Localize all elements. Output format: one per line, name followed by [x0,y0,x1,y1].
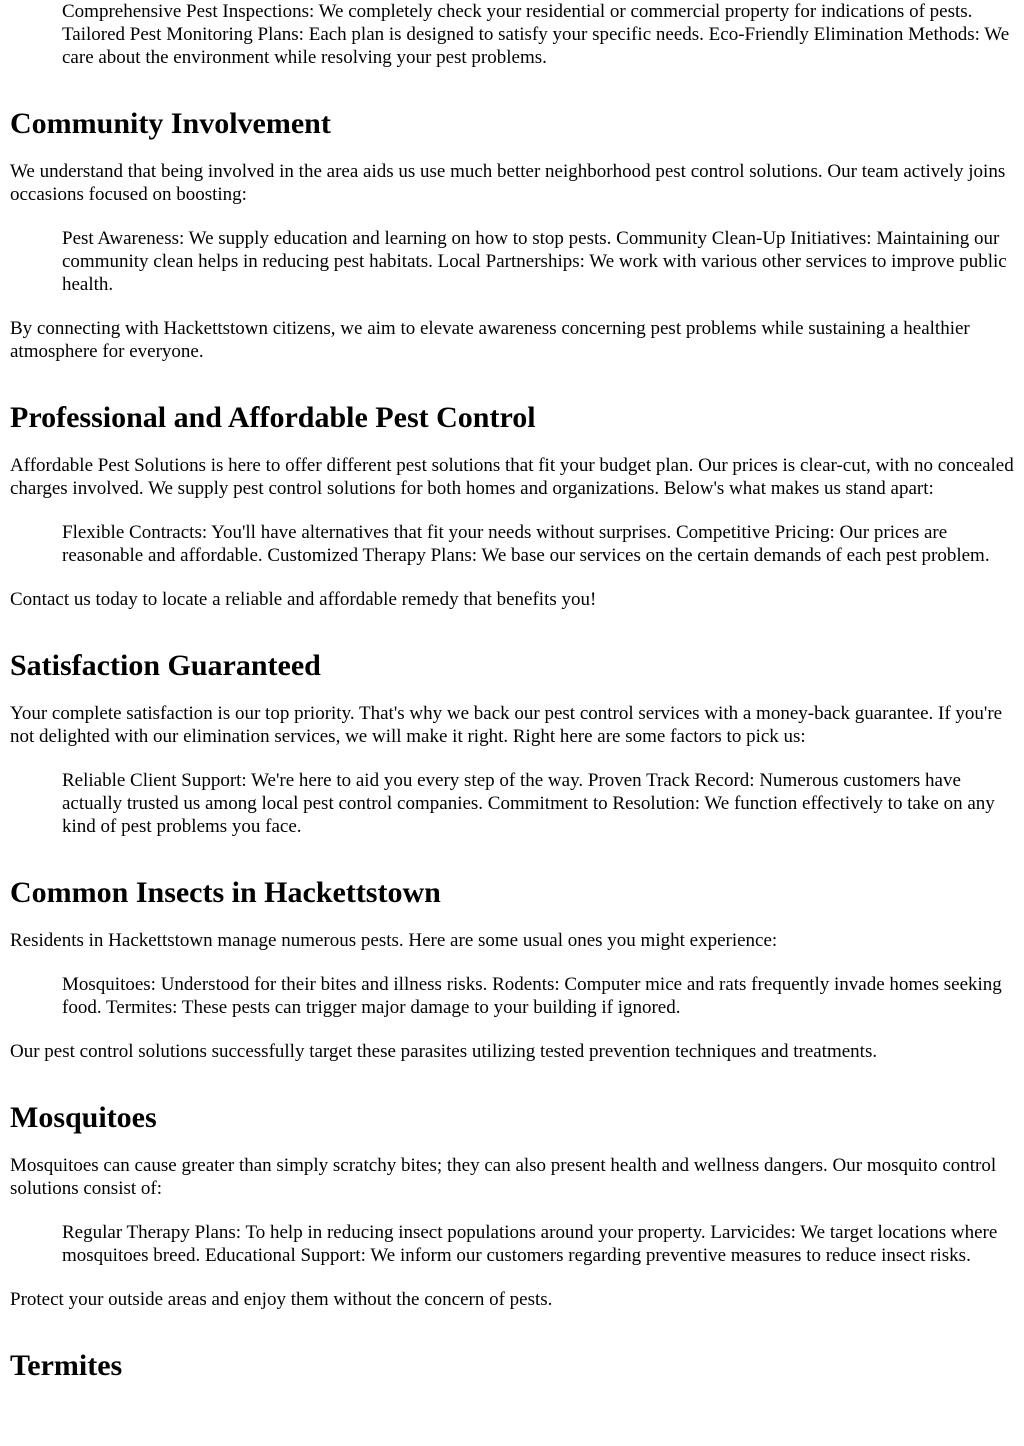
affordable-intro-paragraph: Affordable Pest Solutions is here to offer different pest solutions that fit your budget plan. Our prices is clear-cut, with no concealed charges involved. We supply pest control solutions for both homes and organizations. Below's what makes us stand apart: [10,455,1014,499]
intro-blockquote [62,0,1014,69]
heading-termites: Termites [10,1349,123,1382]
mosquitoes-intro-paragraph: Mosquitoes can cause greater than simply scratchy bites; they can also present health and wellness dangers. Our mosquito control solutions consist of: [10,1155,997,1199]
satisfaction-list-text: Reliable Client Support: We're here to aid you every step of the way. Proven Track Record: Numerous customers have actually trusted us among local pest control companies. Commitment to Resolution: We function effectively to take on any kind of pest problems you face. [62,770,995,837]
insects-list-text: Mosquitoes: Understood for their bites and illness risks. Rodents: Computer mice and rats frequently invade homes seeking food. Termites: These pests can trigger major damage to your building if ignored. [62,974,1002,1018]
affordable-list-text: Flexible Contracts: You'll have alternatives that fit your needs without surprises. Competitive Pricing: Our prices are reasonable and affordable. Customized Therapy Plans: We base our services on the certain demands of each pest problem. [62,522,990,566]
affordable-closing-paragraph: Contact us today to locate a reliable and affordable remedy that benefits you! [10,589,597,610]
heading-satisfaction-guaranteed: Satisfaction Guaranteed [10,649,321,682]
community-intro-paragraph: We understand that being involved in the area aids us use much better neighborhood pest control solutions. Our team actively joins occasions focused on boosting: [10,161,1006,205]
heading-community-involvement: Community Involvement [10,107,331,140]
community-closing-paragraph: By connecting with Hackettstown citizens, we aim to elevate awareness concerning pest problems while sustaining a healthier atmosphere for everyone. [10,318,970,362]
heading-mosquitoes: Mosquitoes [10,1101,157,1134]
heading-professional-affordable: Professional and Affordable Pest Control [10,401,536,434]
satisfaction-intro-paragraph: Your complete satisfaction is our top priority. That's why we back our pest control services with a money-back guarantee. If you're not delighted with our elimination services, we will make it right. Right here are some factors to pick us: [10,703,1003,747]
mosquitoes-closing-paragraph: Protect your outside areas and enjoy them without the concern of pests. [10,1289,553,1310]
community-blockquote [62,227,1014,296]
insects-blockquote [62,973,1014,1019]
community-list-text: Pest Awareness: We supply education and learning on how to stop pests. Community Clean-Up Initiatives: Maintaining our community clean helps in reducing pest habitats. Local Partnerships: We work with various other services to improve public health. [62,228,1007,295]
insects-closing-paragraph: Our pest control solutions successfully target these parasites utilizing tested prevention techniques and treatments. [10,1041,878,1062]
mosquitoes-blockquote [62,1221,1014,1267]
satisfaction-blockquote [62,769,1014,838]
insects-intro-paragraph: Residents in Hackettstown manage numerous pests. Here are some usual ones you might experience: [10,930,778,951]
heading-common-insects: Common Insects in Hackettstown [10,876,441,909]
affordable-blockquote [62,521,1014,567]
mosquitoes-list-text: Regular Therapy Plans: To help in reducing insect populations around your property. Larvicides: We target locations where mosquitoes breed. Educational Support: We inform our customers regarding preventive measures to reduce insect risks. [62,1222,998,1266]
intro-text: Comprehensive Pest Inspections: We completely check your residential or commercial property for indications of pests. Tailored Pest Monitoring Plans: Each plan is designed to satisfy your specific needs. Eco-Friendly Elimination Methods: We care about the environment while resolving your pest problems. [62,1,1010,68]
